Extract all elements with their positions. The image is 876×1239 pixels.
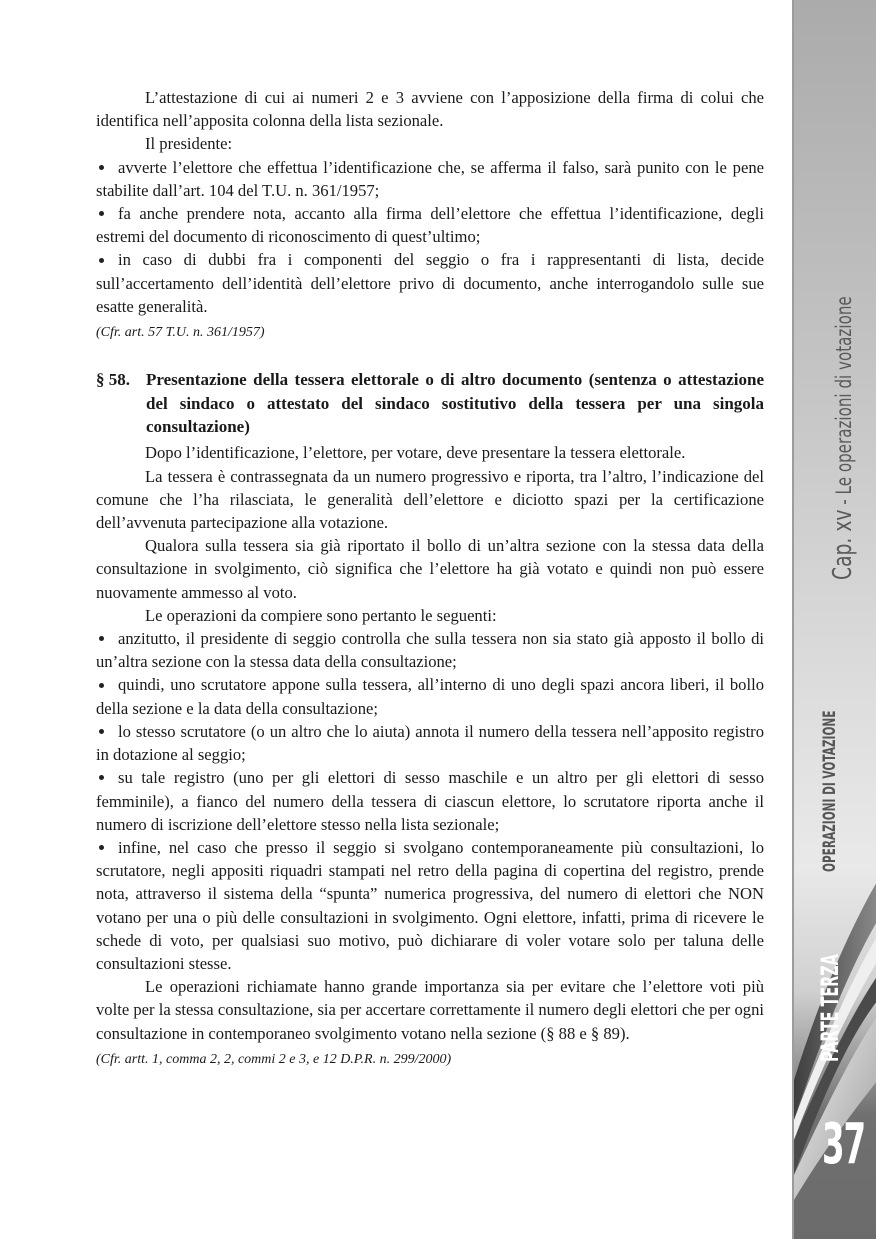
chapter-title: - Le operazioni di votazione	[832, 296, 856, 510]
chapter-prefix: Cap. xv	[828, 509, 858, 580]
paragraph: L’attestazione di cui ai numeri 2 e 3 avviene con l’apposizione della firma di colui che identifica nell’apposita colonna della lista sezionale.	[96, 88, 764, 131]
bullet-icon	[99, 683, 104, 688]
paragraph: Le operazioni da compiere sono pertanto le seguenti:	[145, 605, 497, 625]
citation: (Cfr. art. 57 T.U. n. 361/1957)	[96, 325, 265, 341]
paragraph: La tessera è contrassegnata da un numero progressivo e riporta, tra l’altro, l’indicazione del comune che l’ha rilasciata, le generalità dell’elettore e diciotto spazi per la certificazione dell’avvenuta partecipazione alla votazione.	[96, 466, 764, 533]
list-item	[96, 202, 764, 248]
chapter-side-tab	[792, 0, 876, 1239]
bullet-icon	[99, 165, 104, 170]
bullet-icon	[99, 636, 104, 641]
citation: (Cfr. artt. 1, comma 2, 2, commi 2 e 3, e 12 D.P.R. n. 299/2000)	[96, 1051, 452, 1067]
list-item-text: anzitutto, il presidente di seggio controlla che sulla tessera non sia stato già apposto il bollo di un’altra sezione con la stessa data della consultazione;	[96, 629, 764, 672]
list-item-text: su tale registro (uno per gli elettori di sesso maschile e un altro per gli elettori di sesso femminile), a fianco del numero della tessera di ciascun elettore, lo scrutatore riporta anche il numero di iscrizione dell’elettore stesso nella lista sezionale;	[96, 768, 764, 834]
part-topic	[820, 711, 840, 872]
bullet-list	[96, 627, 764, 975]
paragraph: Dopo l’identificazione, l’elettore, per votare, deve presentare la tessera elettorale.	[145, 443, 686, 463]
bullet-icon	[99, 775, 104, 780]
bullet-icon	[99, 729, 104, 734]
bullet-icon	[99, 845, 104, 850]
paragraph: Qualora sulla tessera sia già riportato il bollo di un’altra sezione con la stessa data della consultazione in svolgimento, ciò significa che l’elettore ha già votato e quindi non può essere nuovamente ammesso al voto.	[96, 536, 764, 602]
list-item-text: infine, nel caso che presso il seggio si svolgano contemporaneamente più consultazioni, lo scrutatore, negli appositi riquadri stampati nel retro della pagina di copertina del registro, prende nota, attraverso il sistema della “spunta” numerica progressiva, del numero di elettori che NON votano per una o più delle consultazioni in svolgimento. Ogni elettore, infatti, prima di ricevere le schede di voto, per qualsiasi suo motivo, può dichiarare di voler votare solo per taluna delle consultazioni stesse.	[96, 837, 764, 973]
bullet-icon	[99, 258, 104, 263]
bullet-icon	[99, 211, 104, 216]
list-item	[96, 627, 764, 673]
section-title: Presentazione della tessera elettorale o di altro documento (sentenza o attestazione del sindaco o attestato del sindaco sostitutivo della tessera per una singola consultazione)	[146, 370, 764, 437]
list-item-text: fa anche prendere nota, accanto alla firma dell’elettore che effettua l’identificazione, degli estremi del documento di riconoscimento di quest’ultimo;	[96, 204, 764, 247]
page-number: 37	[822, 1112, 865, 1177]
list-item	[96, 720, 764, 766]
list-item-text: quindi, uno scrutatore appone sulla tessera, all’interno di uno degli spazi ancora liberi, il bollo della sezione e la data della consultazione;	[96, 675, 764, 718]
paragraph: Il presidente:	[145, 134, 233, 154]
list-item	[96, 766, 764, 836]
part-label: PARTE TERZA	[816, 954, 844, 1062]
list-item-text: lo stesso scrutatore (o un altro che lo aiuta) annota il numero della tessera nell’apposito registro in dotazione al seggio;	[96, 721, 764, 765]
section-heading	[96, 368, 764, 438]
chapter-label	[828, 296, 858, 580]
bullet-list	[96, 156, 764, 318]
section-number: § 58.	[96, 370, 130, 390]
list-item	[96, 156, 764, 202]
list-item-text: in caso di dubbi fra i componenti del seggio o fra i rappresentanti di lista, decide sull’accertamento dell’identità dell’elettore privo di documento, anche interrogandolo sulle sue esatte generalità.	[96, 250, 764, 316]
list-item	[96, 673, 764, 719]
list-item	[96, 836, 764, 975]
paragraph: Le operazioni richiamate hanno grande importanza sia per evitare che l’elettore voti più volte per la stessa consultazione, sia per accertare correttamente il numero degli elettori che per ogni consultazione in contemporaneo svolgimento votano nella sezione (§ 88 e § 89).	[96, 977, 764, 1043]
page-body	[96, 86, 764, 1071]
part-topic-text: OPERAZIONI DI VOTAZIONE	[820, 710, 840, 872]
list-item	[96, 248, 764, 318]
list-item-text: avverte l’elettore che effettua l’identificazione che, se afferma il falso, sarà punito con le pene stabilite dall’art. 104 del T.U. n. 361/1957;	[96, 157, 764, 200]
